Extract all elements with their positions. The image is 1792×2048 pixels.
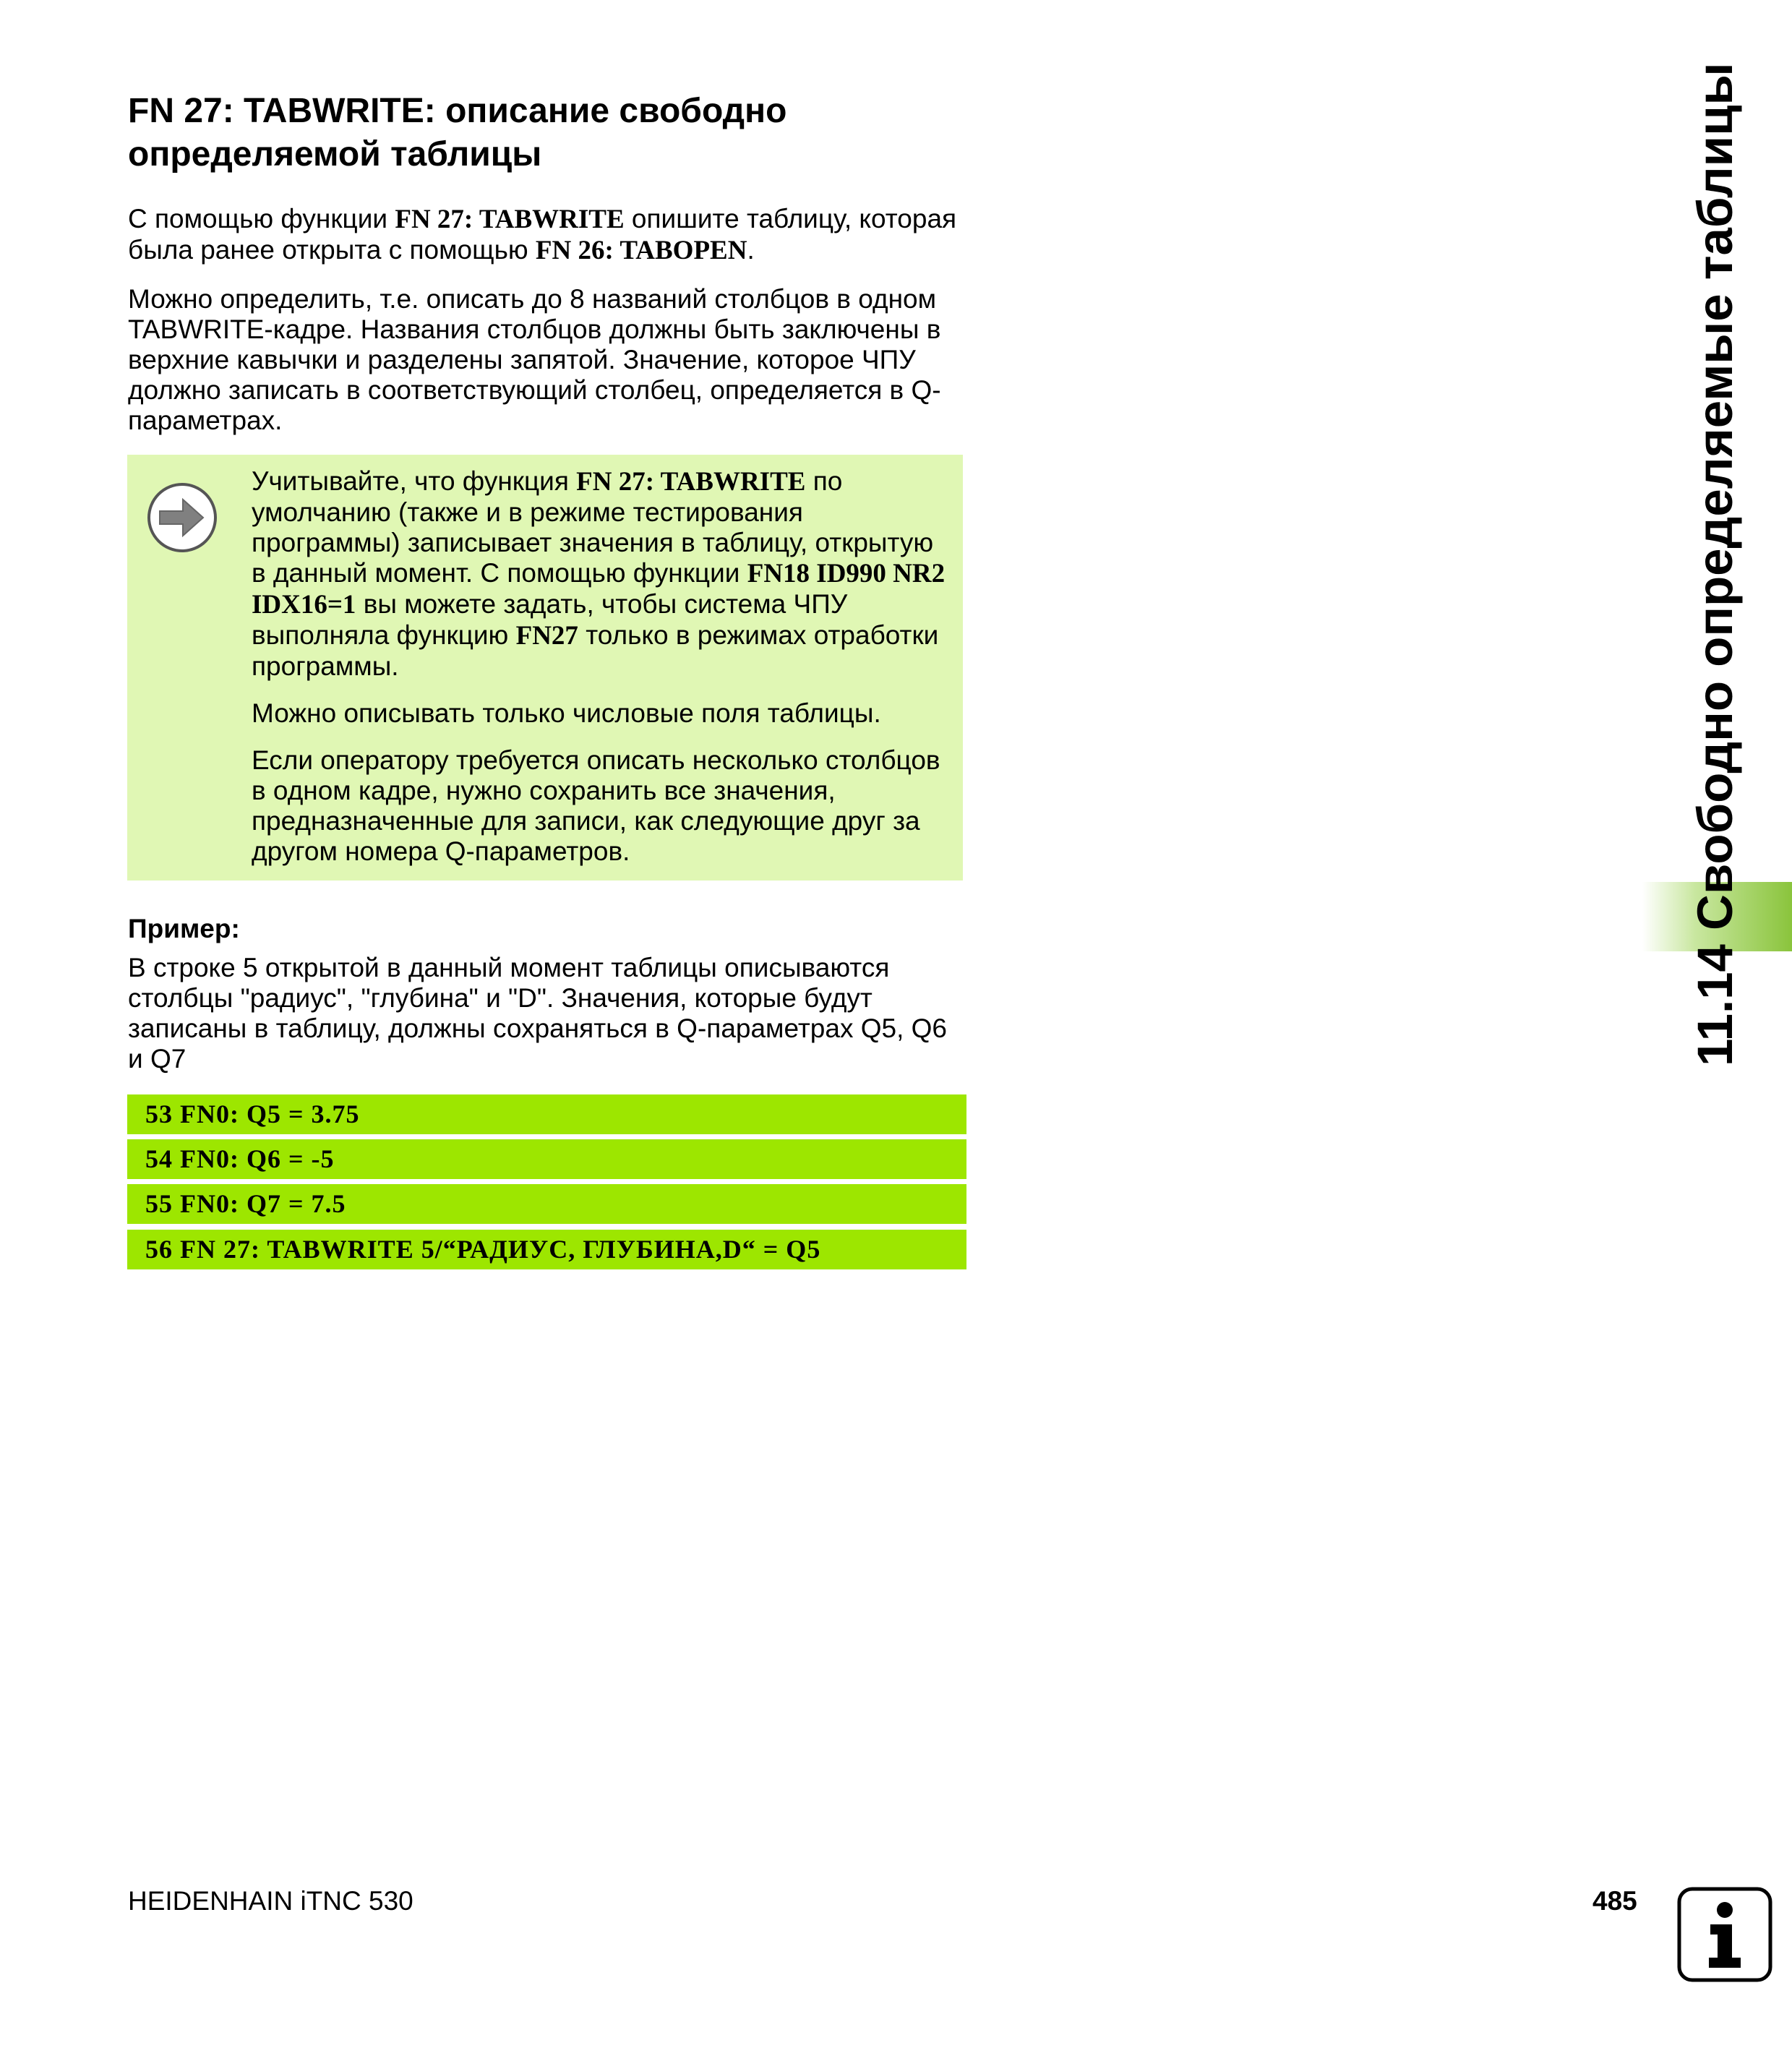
note-text bbox=[252, 466, 947, 883]
heading-line-2: определяемой таблицы bbox=[128, 135, 542, 173]
columns-paragraph: Можно определить, т.е. описать до 8 названий столбцов в одном TABWRITE-кадре. Названия столбцов должны быть заключены в верхние кавычки и разделены запятой. Значение, которое ЧПУ должно записать в соответствующий столбец, определяется в Q-параметрах. bbox=[128, 284, 941, 435]
note-paragraph-1 bbox=[252, 466, 947, 682]
note-bold-fn18: FN18 ID990 NR2 IDX16=1 bbox=[252, 559, 946, 620]
note-text-4: только в режимах отработки программы. bbox=[252, 620, 939, 681]
example-description: В строке 5 открытой в данный момент таблицы описываются столбцы "радиус", "глубина" и "D". Значения, которые будут записаны в таблицу, должны сохраняться в Q-параметрах Q5, Q6 и Q7 bbox=[128, 953, 947, 1074]
page-number: 485 bbox=[1592, 1886, 1637, 1916]
code-line: 56 FN 27: TABWRITE 5/“РАДИУС, ГЛУБИНА,D“ = Q5 bbox=[127, 1230, 966, 1269]
page-heading bbox=[128, 90, 995, 176]
intro-bold-tabopen: FN 26: TABOPEN bbox=[535, 236, 747, 265]
footer-manual-name: HEIDENHAIN iTNC 530 bbox=[128, 1886, 413, 1916]
code-line: 53 FN0: Q5 = 3.75 bbox=[127, 1094, 966, 1134]
note-text-1: Учитывайте, что функция bbox=[252, 466, 577, 496]
note-bold-fn27: FN27 bbox=[515, 621, 578, 651]
note-text-2: по умолчанию (также и в режиме тестирования программы) записывает значения в таблицу, открытую в данный момент. С помощью функции bbox=[252, 466, 934, 588]
arrow-right-circle-icon bbox=[145, 481, 219, 554]
code-line: 55 FN0: Q7 = 7.5 bbox=[127, 1184, 966, 1224]
note-paragraph-2: Можно описывать только числовые поля таблицы. bbox=[252, 698, 881, 728]
note-text-3: вы можете задать, чтобы система ЧПУ выполняла функцию bbox=[252, 589, 848, 650]
intro-text-2: опишите таблицу, которая была ранее открыта с помощью bbox=[128, 204, 957, 265]
note-bold-tabwrite: FN 27: TABWRITE bbox=[576, 467, 806, 497]
heading-line-1: FN 27: TABWRITE: описание свободно bbox=[128, 92, 787, 130]
intro-bold-tabwrite: FN 27: TABWRITE bbox=[395, 205, 625, 234]
note-paragraph-3: Если оператору требуется описать несколько столбцов в одном кадре, нужно сохранить все значения, предназначенные для записи, как следующие друг за другом номера Q-параметров. bbox=[252, 745, 940, 866]
code-line: 54 FN0: Q6 = -5 bbox=[127, 1139, 966, 1179]
intro-text-1: С помощью функции bbox=[128, 204, 395, 233]
intro-text-3: . bbox=[747, 235, 755, 265]
intro-paragraph bbox=[128, 204, 981, 266]
example-label: Пример: bbox=[128, 914, 240, 943]
info-icon bbox=[1677, 1887, 1772, 1982]
side-section-title-text: 11.14 Свободно определяемые таблицы bbox=[1687, 62, 1743, 1066]
